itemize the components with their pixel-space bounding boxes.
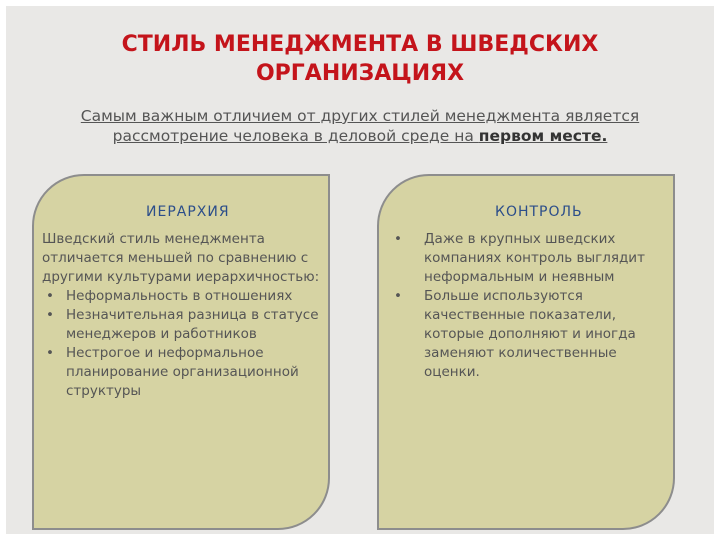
hierarchy-body bbox=[42, 230, 320, 401]
hierarchy-intro: Шведский стиль менеджмента отличается меньшей по сравнению с другими культурами иерархичностью: bbox=[42, 231, 320, 285]
hierarchy-heading: ИЕРАРХИЯ bbox=[146, 204, 230, 220]
control-item: • Больше используются качественные показатели, которые дополняют и иногда заменяют количественные оценки. bbox=[387, 287, 665, 382]
subtitle-period: . bbox=[601, 127, 608, 145]
hierarchy-panel bbox=[32, 174, 330, 530]
control-item: • Даже в крупных шведских компаниях контроль выглядит неформальным и неявным bbox=[387, 230, 665, 287]
slide-subtitle bbox=[46, 106, 674, 146]
hierarchy-item: • Незначительная разница в статусе менеджеров и работников bbox=[42, 306, 320, 344]
subtitle-emphasis: первом месте bbox=[478, 127, 602, 145]
hierarchy-item: • Неформальность в отношениях bbox=[42, 287, 320, 306]
control-body bbox=[387, 230, 665, 382]
title-line-1: СТИЛЬ МЕНЕДЖМЕНТА В ШВЕДСКИХ bbox=[121, 32, 599, 57]
title-line-2: ОРГАНИЗАЦИЯХ bbox=[255, 61, 465, 86]
slide-title bbox=[6, 30, 714, 88]
control-panel bbox=[377, 174, 675, 530]
slide bbox=[6, 6, 714, 534]
control-heading: КОНТРОЛЬ bbox=[495, 204, 583, 220]
hierarchy-list bbox=[42, 287, 320, 401]
subtitle-text: Самым важным отличием от других стилей менеджмента является рассмотрение человека в деловой среде на bbox=[80, 107, 640, 145]
hierarchy-item: • Нестрогое и неформальное планирование организационной структуры bbox=[42, 344, 320, 401]
control-list bbox=[387, 230, 665, 382]
